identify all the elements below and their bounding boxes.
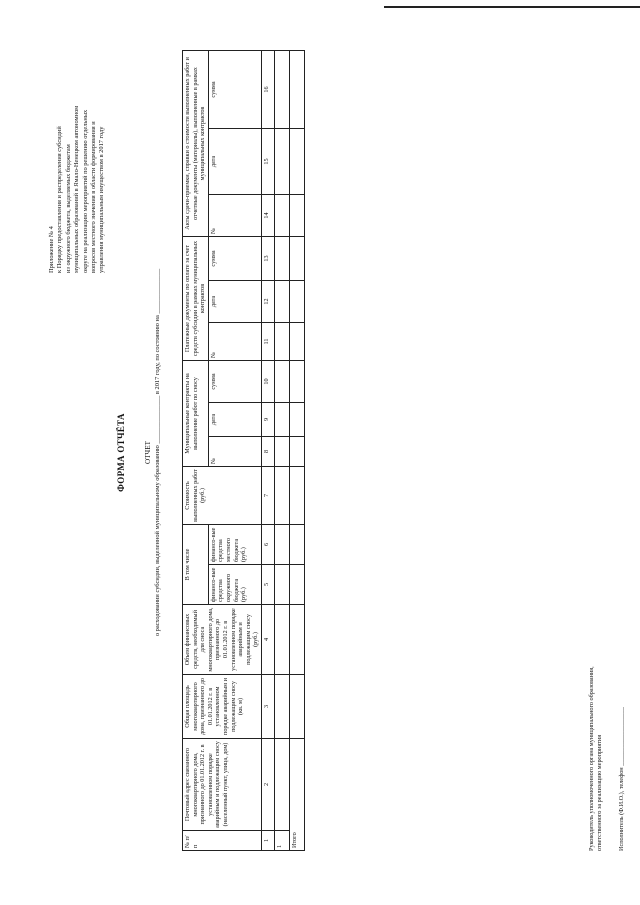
header-num: № п/п: [183, 831, 262, 851]
table-cell: [274, 565, 289, 605]
table-cell: [274, 236, 289, 280]
header-area: Общая площадь многоквартирного дома, признанного до 01.01.2012 г. в установленном порядке аварийным и подлежащим сносу (кв. м): [183, 675, 262, 739]
appendix-line: муниципальных образований в Ямало-Ненецком автономном: [73, 105, 81, 273]
signatory-line: Руководитель уполномоченного органа муниципального образования,: [588, 666, 595, 851]
table-cell: [289, 675, 304, 739]
column-number: 16: [261, 50, 274, 128]
table-cell: [274, 194, 289, 236]
table-cell: [289, 360, 304, 402]
row-number: 1: [274, 831, 289, 851]
column-numbers-row: [261, 50, 274, 850]
header-payment-no: №: [208, 322, 261, 360]
column-number: 12: [261, 280, 274, 322]
header-contract-date: дата: [208, 403, 261, 437]
table-cell: [289, 525, 304, 565]
table-cell: [289, 50, 304, 128]
column-number: 6: [261, 525, 274, 565]
table-row: [274, 50, 289, 850]
column-number: 7: [261, 467, 274, 525]
column-number: 4: [261, 605, 274, 675]
header-regional: финансо-вые средства окружного бюджета (руб.): [208, 565, 261, 605]
column-number: 5: [261, 565, 274, 605]
appendix-line: вопросов местного значения в области формирования и: [90, 121, 98, 273]
column-number: 9: [261, 403, 274, 437]
header-acts: Акты сдачи-приемки, справки о стоимости выполненных работ и отчетные документы (материалы), выполненные в рамках муниципальных контрактов: [183, 50, 209, 236]
header-payments: Платежные документы по оплате за счет средств субсидии в рамках муниципальных контрактов: [183, 236, 209, 360]
table-cell: [289, 605, 304, 675]
column-number: 10: [261, 360, 274, 402]
table-cell: [289, 128, 304, 194]
appendix-line: из окружного бюджета, выделяемых бюджетам: [64, 144, 72, 273]
appendix-note: [48, 23, 107, 273]
header-contract-sum: сумма: [208, 360, 261, 402]
header-payment-sum: сумма: [208, 236, 261, 280]
table-cell: [289, 403, 304, 437]
table-cell: [274, 525, 289, 565]
table-cell: [289, 322, 304, 360]
header-act-date: дата: [208, 128, 261, 194]
header-act-sum: сумма: [208, 50, 261, 128]
appendix-line: округе на реализацию мероприятий по решению отдельных: [81, 109, 89, 273]
table-cell: [274, 675, 289, 739]
table-cell: [274, 360, 289, 402]
header-cost: Стоимость выполненных работ (руб.): [183, 467, 262, 525]
total-label: Итого: [289, 739, 304, 851]
table-cell: [274, 605, 289, 675]
appendix-line: управления муниципальным имуществом в 2017 году: [98, 126, 106, 273]
report-title: ОТЧЕТ: [144, 440, 152, 465]
column-number: 13: [261, 236, 274, 280]
table-cell: [274, 437, 289, 467]
executor-line: Исполнитель (Ф.И.О.), телефон ___________________: [618, 707, 625, 851]
table-cell: [274, 467, 289, 525]
header-address: Почтовый адрес связанного многоквартирного дома, признанного до 01.01.2012 г. в установленном порядке аварийным и подлежащим сносу (населенный пункт, улица, дом): [183, 739, 262, 831]
table-cell: [289, 565, 304, 605]
form-title: ФОРМА ОТЧЁТА: [116, 413, 126, 492]
appendix-line: к Порядку предоставления и распределения субсидий: [56, 126, 64, 273]
column-number: 8: [261, 437, 274, 467]
appendix-line: Приложение № 4: [48, 226, 55, 273]
total-row: [289, 50, 304, 850]
header-volume: Объем финансовых средств, необходимый для сноса многоквартирного дома, признанного до 01.01.2012 г. в установленном порядке аварийным и подлежащим сносу (руб.): [183, 605, 262, 675]
signatory-block: [588, 491, 604, 851]
header-contracts: Муниципальные контракты на выполнение работ по сносу: [183, 360, 209, 466]
table-cell: [289, 467, 304, 525]
table-cell: [289, 236, 304, 280]
table-cell: [274, 322, 289, 360]
table-cell: [274, 739, 289, 831]
table-cell: [289, 437, 304, 467]
report-table: [182, 50, 305, 851]
table-cell: [289, 194, 304, 236]
column-number: 1: [261, 831, 274, 851]
column-number: 14: [261, 194, 274, 236]
table-cell: [274, 280, 289, 322]
report-subtitle: о расходовании субсидии, выделенной муниципальному образованию _______________ в 2017 году, по состоянию на ______________: [154, 268, 161, 637]
table-cell: [274, 50, 289, 128]
table-cell: [274, 128, 289, 194]
header-payment-date: дата: [208, 280, 261, 322]
column-number: 11: [261, 322, 274, 360]
header-contract-no: №: [208, 437, 261, 467]
header-including: В том числе: [183, 525, 209, 605]
column-number: 2: [261, 739, 274, 831]
header-local: финансо-вые средства местного бюджета (руб.): [208, 525, 261, 565]
header-act-no: №: [208, 194, 261, 236]
column-number: 3: [261, 675, 274, 739]
header-row: [183, 50, 209, 850]
table-cell: [274, 403, 289, 437]
table-cell: [289, 280, 304, 322]
signatory-line: ответственного за реализацию мероприятия: [596, 734, 603, 851]
column-number: 15: [261, 128, 274, 194]
